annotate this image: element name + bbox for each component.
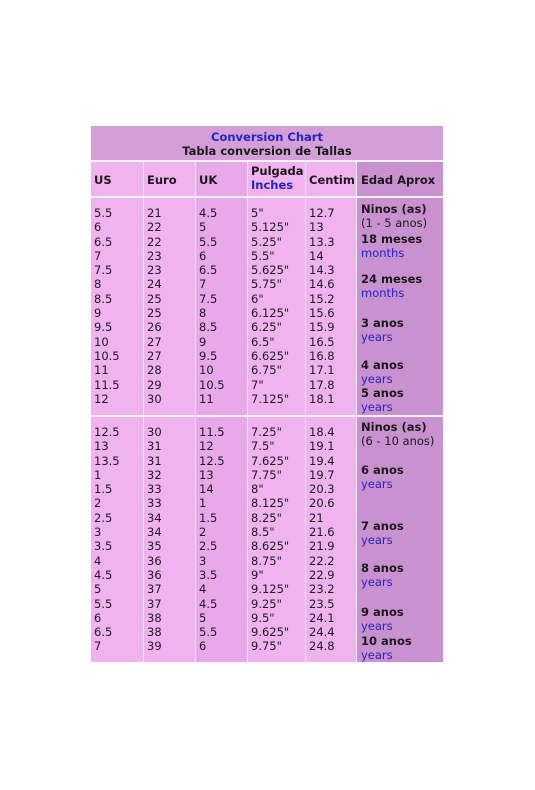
table-cell: 7.5: [199, 291, 218, 306]
table-cell: 9: [94, 306, 102, 321]
age-note: years: [361, 575, 393, 589]
table-cell: 3: [94, 525, 102, 540]
table-cell: 8.5": [251, 525, 275, 540]
table-cell: 8.125": [251, 496, 290, 511]
age-note: years: [361, 533, 393, 547]
table-cell: 8.25": [251, 510, 282, 525]
table-cell: 39: [147, 639, 162, 654]
header-inches: Inches: [251, 178, 294, 192]
table-cell: 7.25": [251, 425, 282, 439]
age-note: 4 anos: [361, 358, 404, 372]
table-cell: 37: [147, 596, 162, 611]
table-cell: 7: [199, 277, 207, 292]
table-cell: 1: [94, 467, 102, 482]
table-cell: 27: [147, 334, 162, 349]
table-cell: 5.5": [251, 248, 275, 263]
us-values: [94, 425, 120, 654]
table-cell: 2: [94, 496, 102, 511]
age-note: years: [361, 330, 393, 344]
table-cell: 14: [199, 482, 214, 497]
table-cell: 7.5": [251, 439, 275, 454]
age-note: Ninos (as): [361, 420, 427, 434]
table-cell: 5: [94, 582, 102, 597]
table-cell: 6.125": [251, 306, 290, 321]
table-cell: 7": [251, 377, 264, 392]
table-cell: 4: [199, 582, 207, 597]
table-cell: 24: [147, 277, 162, 292]
table-cell: 10.5: [199, 377, 225, 392]
table-cell: 13: [309, 220, 324, 235]
table-cell: 31: [147, 453, 162, 468]
table-cell: 6: [94, 610, 102, 625]
us-values: [94, 206, 120, 406]
table-cell: 22: [147, 234, 162, 249]
table-cell: 9.5: [199, 348, 218, 363]
table-cell: 14.6: [309, 277, 335, 292]
table-cell: 34: [147, 525, 162, 540]
table-cell: 1: [199, 496, 207, 511]
table-cell: 9.75": [251, 639, 282, 654]
table-cell: 1.5: [94, 482, 113, 497]
table-cell: 25: [147, 291, 162, 306]
age-note: years: [361, 619, 393, 633]
uk-values: [199, 425, 225, 654]
table-cell: 20.3: [309, 482, 335, 497]
chart-subtitle: Tabla conversion de Tallas: [182, 144, 352, 158]
table-cell: 9.5": [251, 610, 275, 625]
table-cell: 5.125": [251, 220, 290, 235]
table-cell: 5.625": [251, 263, 290, 278]
age-note: years: [361, 477, 393, 491]
table-cell: 23.2: [309, 582, 335, 597]
table-cell: 2: [199, 525, 207, 540]
table-cell: 24.1: [309, 610, 335, 625]
table-cell: 3.5: [199, 567, 218, 582]
table-cell: 6: [199, 639, 207, 654]
table-cell: 26: [147, 320, 162, 335]
table-cell: 21.9: [309, 539, 335, 554]
euro-values: [147, 206, 162, 406]
table-cell: 11.5: [199, 425, 225, 439]
table-cell: 15.2: [309, 291, 335, 306]
table-cell: 25: [147, 306, 162, 321]
table-cell: 6.5: [94, 625, 113, 640]
age-note: 24 meses: [361, 272, 423, 286]
cm-values: [309, 206, 335, 406]
inches-values: [251, 425, 289, 654]
table-cell: 11: [94, 363, 109, 378]
table-cell: 32: [147, 467, 162, 482]
table-cell: 37: [147, 582, 162, 597]
table-cell: 10: [94, 334, 109, 349]
table-cell: 6.75": [251, 363, 282, 378]
table-cell: 8.5: [94, 291, 113, 306]
age-note: 18 meses: [361, 232, 423, 246]
table-cell: 9.125": [251, 582, 290, 597]
uk-values: [199, 206, 225, 406]
table-cell: 4.5: [199, 596, 218, 611]
table-cell: 19.1: [309, 439, 335, 454]
table-cell: 18.1: [309, 391, 335, 406]
header-edad: Edad Aprox: [361, 173, 436, 187]
age-note: years: [361, 372, 393, 386]
table-cell: 22.9: [309, 567, 335, 582]
table-cell: 8.5: [199, 320, 218, 335]
age-note: 3 anos: [361, 316, 404, 330]
table-cell: 4.5: [94, 567, 113, 582]
header-uk: UK: [199, 173, 218, 187]
size-conversion-chart: [91, 126, 443, 662]
header-euro: Euro: [147, 173, 177, 187]
age-note: years: [361, 648, 393, 662]
table-cell: 7: [94, 248, 102, 263]
table-cell: 30: [147, 425, 162, 439]
table-cell: 36: [147, 553, 162, 568]
table-cell: 6.5: [199, 263, 218, 278]
age-note: months: [361, 246, 405, 260]
table-cell: 29: [147, 377, 162, 392]
age-note: Ninos (as): [361, 202, 427, 216]
table-cell: 6.5": [251, 334, 275, 349]
table-cell: 8: [199, 306, 207, 321]
table-cell: 10: [199, 363, 214, 378]
table-cell: 12.7: [309, 206, 335, 220]
table-cell: 22: [147, 220, 162, 235]
table-cell: 6": [251, 291, 264, 306]
table-cell: 21.6: [309, 525, 335, 540]
table-cell: 2.5: [199, 539, 218, 554]
chart-title-block: [91, 126, 443, 160]
age-note: (1 - 5 anos): [361, 216, 428, 230]
table-cell: 2.5: [94, 510, 113, 525]
age-note: 9 anos: [361, 605, 404, 619]
table-cell: 7.75": [251, 467, 282, 482]
table-cell: 16.8: [309, 348, 335, 363]
table-cell: 7: [94, 639, 102, 654]
table-cell: 8": [251, 482, 264, 497]
table-cell: 6.625": [251, 348, 290, 363]
table-cell: 16.5: [309, 334, 335, 349]
age-note: (6 - 10 anos): [361, 434, 435, 448]
table-cell: 24.8: [309, 639, 335, 654]
table-cell: 5.5: [199, 234, 218, 249]
header-centim: Centim: [309, 173, 355, 187]
table-cell: 23: [147, 248, 162, 263]
table-cell: 5": [251, 206, 264, 220]
table-cell: 5.25": [251, 234, 282, 249]
table-cell: 3: [199, 553, 207, 568]
table-cell: 38: [147, 610, 162, 625]
table-cell: 13.5: [94, 453, 120, 468]
table-cell: 9.25": [251, 596, 282, 611]
table-cell: 21: [309, 510, 324, 525]
age-note: 10 anos: [361, 634, 412, 648]
table-cell: 23: [147, 263, 162, 278]
table-cell: 9.625": [251, 625, 290, 640]
table-cell: 12.5: [199, 453, 225, 468]
table-cell: 6: [94, 220, 102, 235]
table-cell: 13: [94, 439, 109, 454]
age-note: years: [361, 400, 393, 414]
table-cell: 23.5: [309, 596, 335, 611]
table-cell: 11.5: [94, 377, 120, 392]
inches-values: [251, 206, 289, 406]
table-cell: 15.6: [309, 306, 335, 321]
table-cell: 35: [147, 539, 162, 554]
age-note: months: [361, 286, 405, 300]
table-cell: 19.4: [309, 453, 335, 468]
table-cell: 4.5: [199, 206, 218, 220]
age-note: 8 anos: [361, 561, 404, 575]
table-cell: 8.75": [251, 553, 282, 568]
table-cell: 19.7: [309, 467, 335, 482]
table-cell: 28: [147, 363, 162, 378]
table-cell: 22.2: [309, 553, 335, 568]
age-note: 5 anos: [361, 386, 404, 400]
table-cell: 36: [147, 567, 162, 582]
table-cell: 31: [147, 439, 162, 454]
table-cell: 38: [147, 625, 162, 640]
table-cell: 5.5: [94, 206, 113, 220]
table-cell: 5: [199, 220, 207, 235]
table-cell: 8.625": [251, 539, 290, 554]
table-cell: 30: [147, 391, 162, 406]
table-cell: 12: [94, 391, 109, 406]
table-cell: 12: [199, 439, 214, 454]
table-cell: 7.5: [94, 263, 113, 278]
table-cell: 13.3: [309, 234, 335, 249]
table-cell: 6: [199, 248, 207, 263]
age-note: 6 anos: [361, 463, 404, 477]
table-cell: 13: [199, 467, 214, 482]
table-cell: 8: [94, 277, 102, 292]
table-cell: 5.5: [94, 596, 113, 611]
table-cell: 20.6: [309, 496, 335, 511]
table-cell: 12.5: [94, 425, 120, 439]
header-us: US: [94, 173, 112, 187]
table-cell: 4: [94, 553, 102, 568]
table-cell: 33: [147, 482, 162, 497]
table-cell: 15.9: [309, 320, 335, 335]
table-cell: 9": [251, 567, 264, 582]
table-cell: 6.25": [251, 320, 282, 335]
table-cell: 7.125": [251, 391, 290, 406]
euro-values: [147, 425, 162, 654]
table-cell: 18.4: [309, 425, 335, 439]
table-cell: 9: [199, 334, 207, 349]
table-cell: 14.3: [309, 263, 335, 278]
table-cell: 33: [147, 496, 162, 511]
chart-title: Conversion Chart: [211, 130, 323, 144]
table-cell: 27: [147, 348, 162, 363]
table-cell: 17.8: [309, 377, 335, 392]
table-cell: 14: [309, 248, 324, 263]
table-cell: 5.5: [199, 625, 218, 640]
table-cell: 9.5: [94, 320, 113, 335]
table-cell: 21: [147, 206, 162, 220]
table-cell: 7.625": [251, 453, 290, 468]
table-cell: 5.75": [251, 277, 282, 292]
table-cell: 6.5: [94, 234, 113, 249]
table-cell: 5: [199, 610, 207, 625]
table-cell: 3.5: [94, 539, 113, 554]
cm-values: [309, 425, 335, 654]
table-cell: 17.1: [309, 363, 335, 378]
table-cell: 24.4: [309, 625, 335, 640]
header-pulgada: Pulgada: [251, 164, 304, 178]
table-cell: 34: [147, 510, 162, 525]
table-cell: 11: [199, 391, 214, 406]
table-cell: 1.5: [199, 510, 218, 525]
age-note: 7 anos: [361, 519, 404, 533]
table-cell: 10.5: [94, 348, 120, 363]
